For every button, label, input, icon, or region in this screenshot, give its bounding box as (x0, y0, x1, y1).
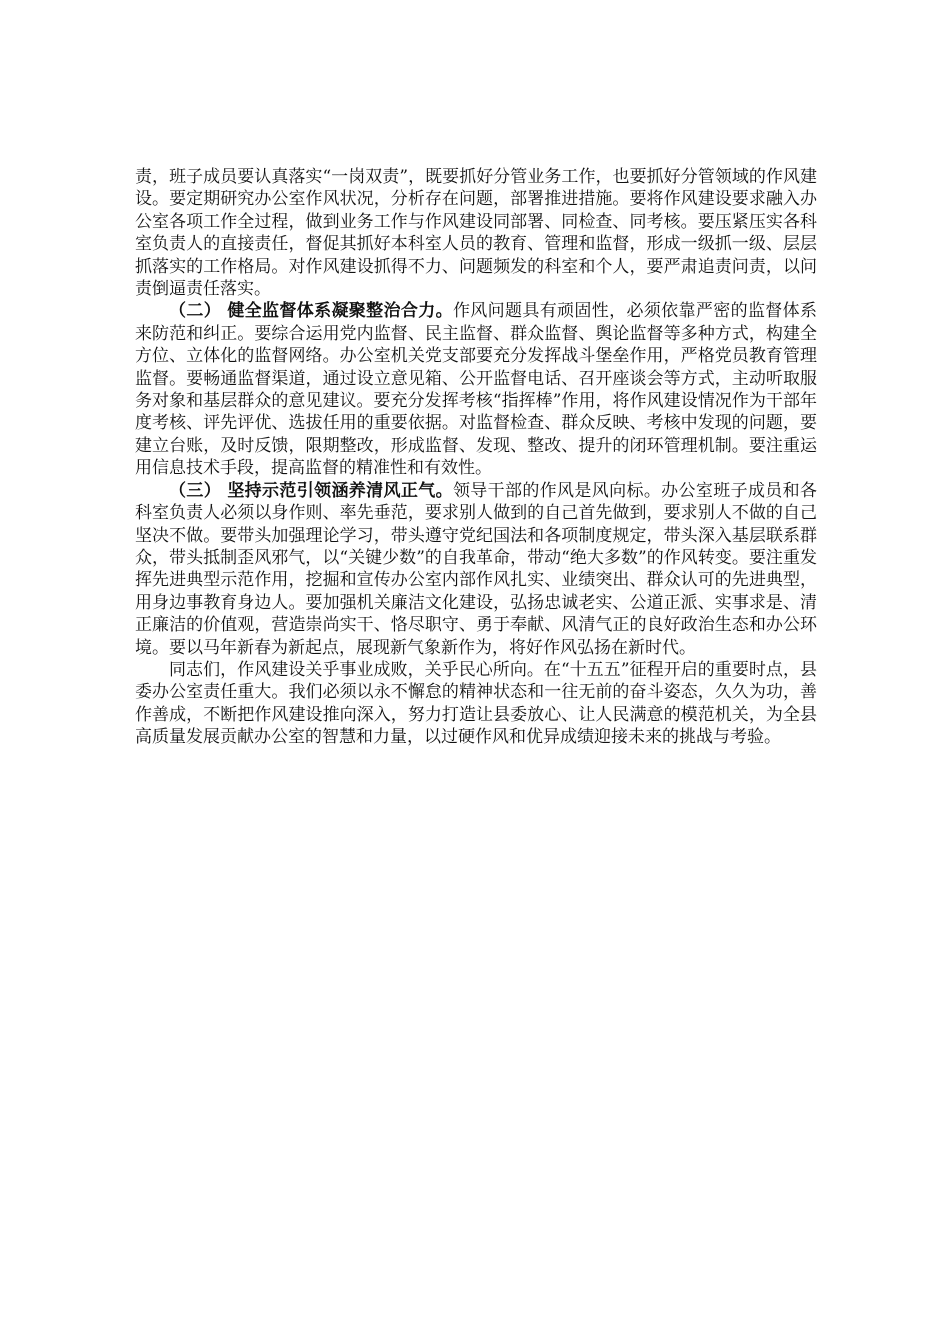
paragraph-text: 领导干部的作风是风向标。办公室班子成员和各科室负责人必须以身作则、率先垂范，要求别人做到的自己首先做到，要求别人不做的自己坚决不做。要带头加强理论学习，带头遵守党纪国法和各项制度规定，带头深入基层联系群众，带头抵制歪风邪气，以“关键少数”的自我革命，带动“绝大多数”的作风转变。要注重发挥先进典型示范作用，挖掘和宣传办公室内部作风扎实、业绩突出、群众认可的先进典型，用身边事教育身边人。要加强机关廉洁文化建设，弘扬忠诚老实、公道正派、实事求是、清正廉洁的价值观，营造崇尚实干、恪尽职守、勇于奉献、风清气正的良好政治生态和办公环境。要以马年新春为新起点，展现新气象新作为，将好作风弘扬在新时代。 (135, 480, 818, 658)
paragraph-text: 责，班子成员要认真落实“一岗双责”，既要抓好分管业务工作，也要抓好分管领域的作风建设。要定期研究办公室作风状况，分析存在问题，部署推进措施。要将作风建设要求融入办公室各项工作全过程，做到业务工作与作风建设同部署、同检查、同考核。要压紧压实各科室负责人的直接责任，督促其抓好本科室人员的教育、管理和监督，形成一级抓一级、层层抓落实的工作格局。对作风建设抓得不力、问题频发的科室和个人，要严肃追责问责，以问责倒逼责任落实。 (135, 167, 817, 300)
paragraph-text: 同志们，作风建设关乎事业成败，关乎民心所向。在“十五五”征程开启的重要时点，县委办公室责任重大。我们必须以永不懈怠的精神状态和一往无前的奋斗姿态，久久为功，善作善成，不断把作风建设推向深入，努力打造让县委放心、让人民满意的模范机关，为全县高质量发展贡献办公室的智慧和力量，以过硬作风和优异成绩迎接未来的挑战与考验。 (135, 659, 817, 748)
section-heading: （三） 坚持示范引领涵养清风正气。 (169, 480, 453, 501)
paragraph-section-3 (135, 480, 817, 659)
body-text (135, 166, 817, 749)
section-heading: （二） 健全监督体系凝聚整治合力。 (169, 301, 453, 322)
paragraph-section-2 (135, 300, 817, 479)
paragraph-text: 作风问题具有顽固性，必须依靠严密的监督体系来防范和纠正。要综合运用党内监督、民主监督、群众监督、舆论监督等多种方式，构建全方位、立体化的监督网络。办公室机关党支部要充分发挥战斗堡垒作用，严格党员教育管理监督。要畅通监督渠道，通过设立意见箱、公开监督电话、召开座谈会等方式，主动听取服务对象和基层群众的意见建议。要充分发挥考核“指挥棒”作用，将作风建设情况作为干部年度考核、评先评优、选拔任用的重要依据。对监督检查、群众反映、考核中发现的问题，要建立台账，及时反馈，限期整改，形成监督、发现、整改、提升的闭环管理机制。要注重运用信息技术手段，提高监督的精准性和有效性。 (135, 301, 818, 479)
paragraph-closing (135, 659, 817, 749)
paragraph-continuation (135, 166, 817, 300)
